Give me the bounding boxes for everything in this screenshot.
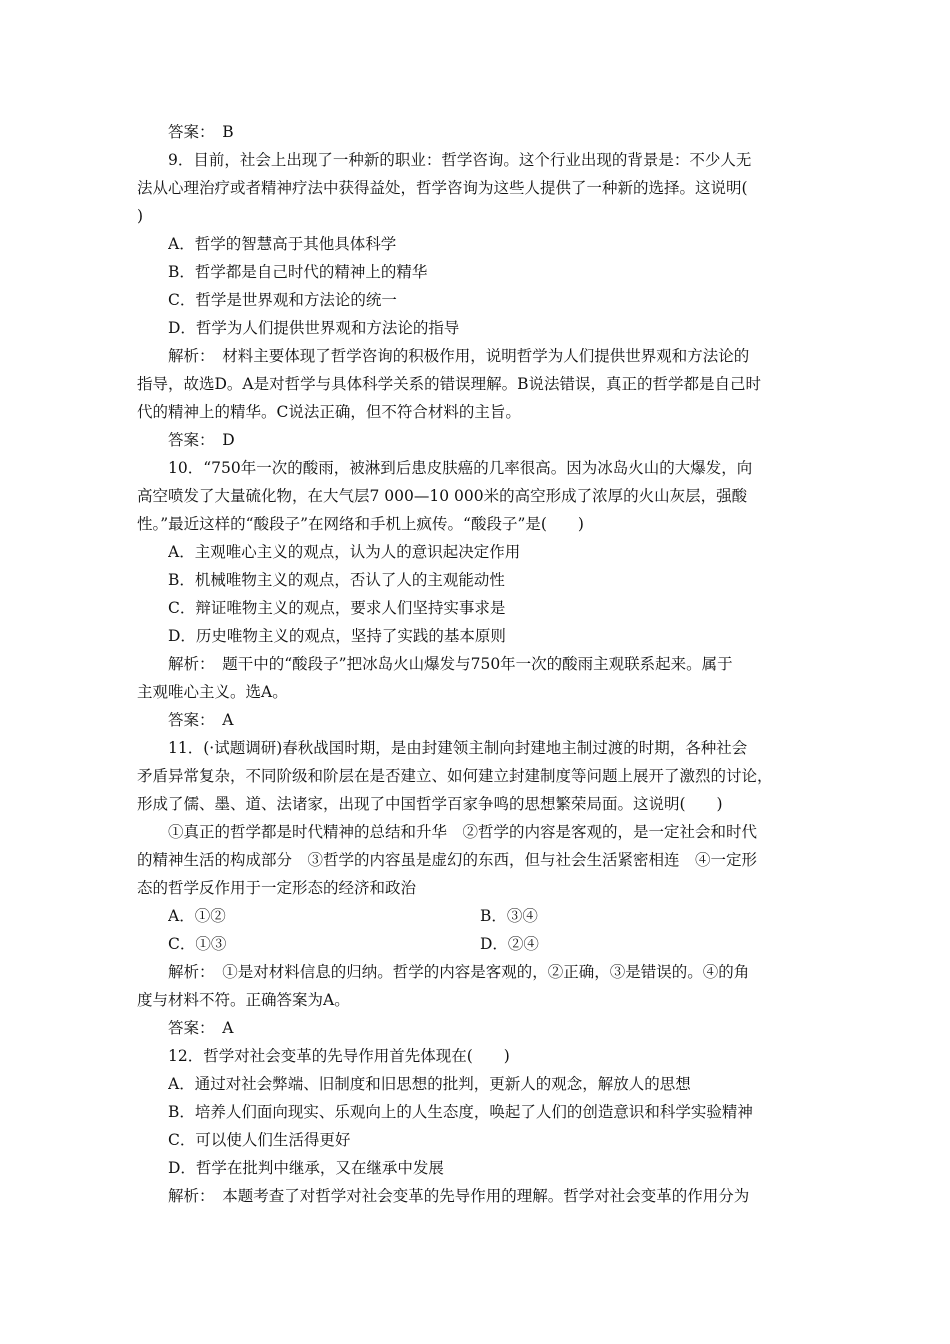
q10-option-d: D．历史唯物主义的观点，坚持了实践的基本原则 <box>168 627 506 645</box>
question-11-line-2: 矛盾异常复杂，不同阶级和阶层在是否建立、如何建立封建制度等问题上展开了激烈的讨论， <box>137 767 773 785</box>
answer-11: 答案： A <box>168 1019 234 1037</box>
q11-option-a: A．①② <box>168 907 226 925</box>
question-12: 12．哲学对社会变革的先导作用首先体现在( ) <box>168 1047 510 1065</box>
q11-statements-line-1: ①真正的哲学都是时代精神的总结和升华 ②哲学的内容是客观的，是一定社会和时代 <box>168 823 758 841</box>
q11-option-c: C．①③ <box>168 935 227 953</box>
q10-analysis-line-2: 主观唯心主义。选A。 <box>137 683 288 701</box>
question-10-line-1: 10．“750年一次的酸雨，被淋到后患皮肤癌的几率很高。因为冰岛火山的大爆发，向 <box>168 459 753 477</box>
q10-option-b: B．机械唯物主义的观点，否认了人的主观能动性 <box>168 571 505 589</box>
q9-option-c: C．哲学是世界观和方法论的统一 <box>168 291 397 309</box>
q9-option-b: B．哲学都是自己时代的精神上的精华 <box>168 263 428 281</box>
q9-analysis-line-2: 指导，故选D。A是对哲学与具体科学关系的错误理解。B说法错误，真正的哲学都是自己时 <box>137 375 762 393</box>
answer-10: 答案： A <box>168 711 234 729</box>
q10-option-a: A．主观唯心主义的观点，认为人的意识起决定作用 <box>168 543 521 561</box>
q12-analysis-line-1: 解析： 本题考查了对哲学对社会变革的先导作用的理解。哲学对社会变革的作用分为 <box>168 1187 750 1205</box>
q11-option-d: D．②④ <box>480 935 539 953</box>
q12-option-a: A．通过对社会弊端、旧制度和旧思想的批判，更新人的观念，解放人的思想 <box>168 1075 691 1093</box>
q11-analysis-line-2: 度与材料不符。正确答案为A。 <box>137 991 350 1009</box>
q11-statements-line-2: 的精神生活的构成部分 ③哲学的内容虽是虚幻的东西，但与社会生活紧密相连 ④一定形 <box>137 851 758 869</box>
q11-analysis-line-1: 解析： ①是对材料信息的归纳。哲学的内容是客观的，②正确，③是错误的。④的角 <box>168 963 750 981</box>
question-9-line-3: ) <box>137 207 144 225</box>
q9-analysis-line-1: 解析： 材料主要体现了哲学咨询的积极作用，说明哲学为人们提供世界观和方法论的 <box>168 347 750 365</box>
q11-statements-line-3: 态的哲学反作用于一定形态的经济和政治 <box>137 879 417 897</box>
q10-analysis-line-1: 解析： 题干中的“酸段子”把冰岛火山爆发与750年一次的酸雨主观联系起来。属于 <box>168 655 733 673</box>
q10-option-c: C．辩证唯物主义的观点，要求人们坚持实事求是 <box>168 599 506 617</box>
question-11-line-3: 形成了儒、墨、道、法诸家，出现了中国哲学百家争鸣的思想繁荣局面。这说明( ) <box>137 795 723 813</box>
question-10-line-2: 高空喷发了大量硫化物，在大气层7 000—10 000米的高空形成了浓厚的火山灰层，强酸 <box>137 487 748 505</box>
answer-8: 答案： B <box>168 123 234 141</box>
q12-option-c: C．可以使人们生活得更好 <box>168 1131 351 1149</box>
q9-analysis-line-3: 代的精神上的精华。C说法正确，但不符合材料的主旨。 <box>137 403 521 421</box>
q12-option-b: B．培养人们面向现实、乐观向上的人生态度，唤起了人们的创造意识和科学实验精神 <box>168 1103 753 1121</box>
question-10-line-3: 性。”最近这样的“酸段子”在网络和手机上疯传。“酸段子”是( ) <box>137 515 584 533</box>
question-9-line-2: 法从心理治疗或者精神疗法中获得益处，哲学咨询为这些人提供了一种新的选择。这说明( <box>137 179 748 197</box>
q12-option-d: D．哲学在批判中继承，又在继承中发展 <box>168 1159 444 1177</box>
answer-9: 答案： D <box>168 431 235 449</box>
q9-option-d: D．哲学为人们提供世界观和方法论的指导 <box>168 319 460 337</box>
question-11-line-1: 11．(·试题调研)春秋战国时期，是由封建领主制向封建地主制过渡的时期，各种社会 <box>168 739 748 757</box>
q11-option-b: B．③④ <box>480 907 538 925</box>
q9-option-a: A．哲学的智慧高于其他具体科学 <box>168 235 397 253</box>
question-9-line-1: 9．目前，社会上出现了一种新的职业：哲学咨询。这个行业出现的背景是：不少人无 <box>168 151 752 169</box>
